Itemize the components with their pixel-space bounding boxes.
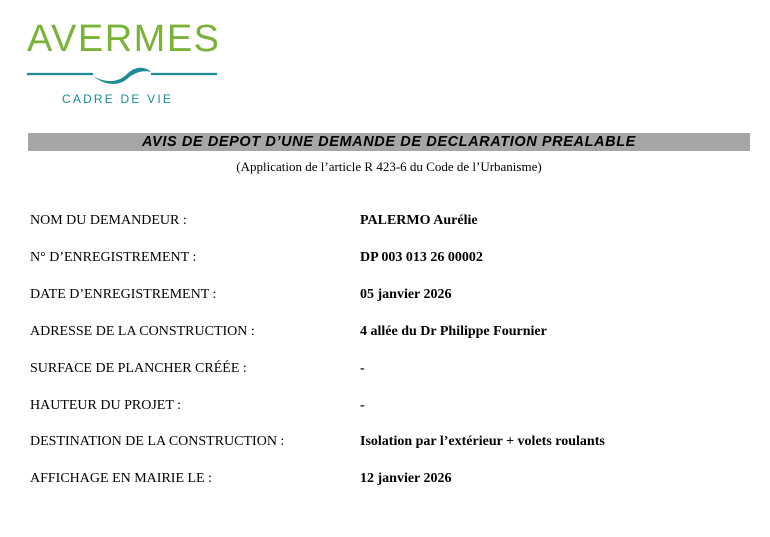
field-label: ADRESSE DE LA CONSTRUCTION :	[30, 324, 255, 339]
avermes-logo	[27, 20, 219, 108]
field-value: Isolation par l’extérieur + volets roulants	[360, 434, 605, 449]
field-value: 4 allée du Dr Philippe Fournier	[360, 324, 547, 339]
field-construction-address	[30, 322, 730, 342]
field-value: PALERMO Aurélie	[360, 213, 478, 228]
field-label: HAUTEUR DU PROJET :	[30, 398, 182, 413]
field-construction-purpose	[30, 432, 730, 452]
field-posting-date	[30, 469, 730, 489]
field-value: 05 janvier 2026	[360, 287, 452, 302]
field-value: -	[360, 398, 365, 413]
field-floor-area	[30, 359, 730, 379]
field-label: DESTINATION DE LA CONSTRUCTION :	[30, 434, 285, 449]
logo-tagline: CADRE DE VIE	[62, 92, 174, 106]
field-label: AFFICHAGE EN MAIRIE LE :	[30, 471, 212, 486]
field-project-height	[30, 396, 730, 416]
logo-wave-icon	[27, 64, 217, 88]
field-value: DP 003 013 26 00002	[360, 250, 483, 265]
notice-title-band	[28, 133, 750, 151]
field-label: NOM DU DEMANDEUR :	[30, 213, 187, 228]
logo-name: AVERMES	[27, 18, 221, 60]
field-registration-number	[30, 248, 730, 268]
field-label: SURFACE DE PLANCHER CRÉÉE :	[30, 361, 247, 376]
notice-subtitle: (Application de l’article R 423-6 du Code de l’Urbanisme)	[236, 159, 542, 174]
field-label: N° D’ENREGISTREMENT :	[30, 250, 197, 265]
field-applicant-name	[30, 211, 730, 231]
field-value: 12 janvier 2026	[360, 471, 452, 486]
field-registration-date	[30, 285, 730, 305]
notice-title: AVIS DE DEPOT D’UNE DEMANDE DE DECLARATION PREALABLE	[142, 134, 636, 150]
field-label: DATE D’ENREGISTREMENT :	[30, 287, 217, 302]
field-value: -	[360, 361, 365, 376]
